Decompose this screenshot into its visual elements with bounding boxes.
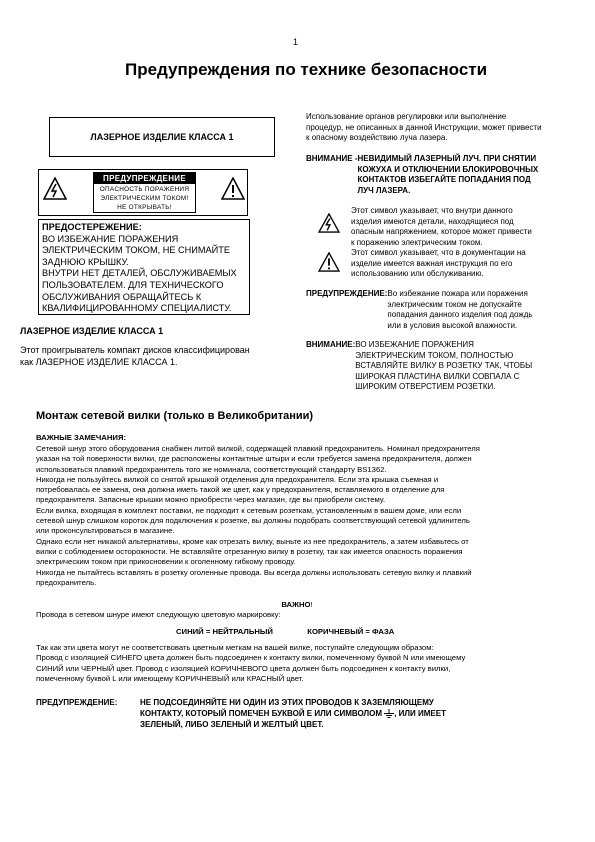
wire-colours bbox=[36, 627, 558, 637]
text-line: предохранитель. bbox=[36, 577, 97, 587]
text-fragment: КОНТАКТУ, КОТОРЫЙ ПОМЕЧЕН БУКВОЙ Е ИЛИ СИМВОЛОМ bbox=[140, 709, 382, 718]
warning-text bbox=[387, 289, 576, 331]
text-line: ШИРОКИМ ОТВЕРСТИЕМ РОЗЕТКИ. bbox=[355, 382, 496, 391]
earth-warning-label: ПРЕДУПРЕЖДЕНИЕ: bbox=[36, 698, 118, 707]
text-line: ВСТАВЛЯЙТЕ ВИЛКУ В РОЗЕТКУ ТАК, ЧТОБЫ bbox=[355, 361, 533, 370]
warning-label: ПРЕДУПРЕЖДЕНИЕ: bbox=[306, 289, 388, 298]
text-line: СИНИЙ или ЧЕРНЫЙ цвет. Провод с изоляцией КОРИЧНЕВОГО цвета должен быть подсоединен к контакту вилки, bbox=[36, 663, 451, 673]
text-line: Если вилка, входящая в комплект поставки, не подходит к сетевым розеткам, установленным в вашем доме, или если bbox=[36, 505, 462, 515]
text-line: КОНТАКТОВ ИЗБЕГАЙТЕ ПОПАДАНИЯ ПОД bbox=[357, 175, 531, 184]
text-line: ВО ИЗБЕЖАНИЕ ПОРАЖЕНИЯ bbox=[355, 340, 474, 349]
exclamation-triangle-icon bbox=[318, 252, 340, 272]
text-line: попадания данного изделия под дождь bbox=[387, 310, 533, 319]
plug-instructions bbox=[36, 444, 558, 684]
laser-class-box bbox=[49, 117, 275, 157]
wire-intro: Провода в сетевом шнуре имеют следующую цветовую маркировку: bbox=[36, 610, 281, 620]
fire-warning bbox=[306, 289, 576, 331]
text-line: ШИРОКАЯ ПЛАСТИНА ВИЛКИ СОВПАЛА С bbox=[355, 371, 520, 381]
text-line bbox=[140, 708, 558, 719]
blue-wire-label: СИНИЙ = НЕЙТРАЛЬНЫЙ bbox=[176, 626, 273, 636]
attention-text bbox=[355, 340, 576, 393]
text-line: электрическим током не допускайте bbox=[387, 299, 522, 309]
text-line: Использование органов регулировки или выполнение bbox=[306, 112, 507, 121]
important-exclamation: ! bbox=[310, 600, 313, 610]
text-line: Никогда не пользуйтесь вилкой со снятой крышкой отделения для предохранителя. Если эта крышка съемная и bbox=[36, 474, 439, 484]
brown-wire-label: КОРИЧНЕВЫЙ = ФАЗА bbox=[307, 626, 395, 636]
attention-laser-beam bbox=[306, 154, 576, 196]
caution-line: ПОЛЬЗОВАТЕЛЕМ. ДЛЯ ТЕХНИЧЕСКОГО bbox=[42, 279, 224, 290]
caution-line: КВАЛИФИЦИРОВАННОМУ СПЕЦИАЛИСТУ. bbox=[42, 303, 232, 314]
text-line: НЕ ПОДСОЕДИНЯЙТЕ НИ ОДИН ИЗ ЭТИХ ПРОВОДОВ К ЗАЗЕМЛЯЮЩЕМУ bbox=[140, 698, 434, 707]
text-line: Сетевой шнур этого оборудования снабжен литой вилкой, содержащей плавкий предохранитель. Номинал предохранителя bbox=[36, 444, 480, 453]
caution-heading: ПРЕДОСТЕРЕЖЕНИЕ: bbox=[42, 222, 142, 232]
text-line: Во избежание пожара или поражения bbox=[387, 289, 528, 298]
lightning-warning-icon bbox=[43, 177, 67, 201]
text-line: к поражению электрическим током. bbox=[351, 237, 483, 247]
exclamation-warning-icon bbox=[221, 177, 245, 201]
attention-label: ВНИМАНИЕ - bbox=[306, 154, 358, 163]
caution-line: ЗАДНЮЮ КРЫШКУ. bbox=[42, 256, 129, 267]
text-line: КОЖУХА И ОТКЛЮЧЕНИИ БЛОКИРОВОЧНЫХ bbox=[357, 164, 539, 174]
controls-intro bbox=[306, 112, 576, 144]
warning-label-line: ОПАСНОСТЬ ПОРАЖЕНИЯ bbox=[99, 186, 190, 193]
text-line: потребовалась ее замена, она должна иметь такой же цвет, как у предохранителя, вставляемого в отделение для bbox=[36, 485, 445, 495]
caution-line: ВО ИЗБЕЖАНИЕ ПОРАЖЕНИЯ bbox=[42, 233, 179, 244]
text-line: процедур, не описанных в данной Инструкции, может привести bbox=[306, 122, 542, 132]
page-title: Предупреждения по технике безопасности bbox=[125, 60, 488, 79]
text-line: Однако если нет никакой альтернативы, кроме как отрезать вилку, выньте из нее предохранитель, а затем избавьтесь от bbox=[36, 536, 469, 546]
text-line: Провод с изоляцией СИНЕГО цвета должен быть подсоединен к контакту вилки, помеченному буквой N или имеющему bbox=[36, 653, 466, 663]
text-line: изделия имеются детали, находящиеся под bbox=[351, 216, 514, 226]
warning-label-box bbox=[38, 169, 248, 216]
laser-class-label: ЛАЗЕРНОЕ ИЗДЕЛИЕ КЛАССА 1 bbox=[90, 132, 234, 142]
text-line: или проконсультироваться в магазине. bbox=[36, 526, 175, 536]
caution-box bbox=[38, 219, 250, 315]
earth-warning bbox=[36, 697, 558, 730]
text-line: ЛУЧ ЛАЗЕРА. bbox=[357, 185, 411, 195]
important-word: ВАЖНО bbox=[281, 600, 311, 610]
earth-warning-text bbox=[140, 697, 558, 730]
text-line: или в условия высокой влажности. bbox=[387, 320, 518, 330]
text-line: вилки с соблюдением осторожности. Не вставляйте отрезанную вилку в розетку, так как имеется опасность поражения bbox=[36, 546, 463, 556]
page-number: 1 bbox=[293, 37, 299, 47]
text-line: опасным напряжением, которое может привести bbox=[351, 227, 532, 236]
text-line: НЕВИДИМЫЙ ЛАЗЕРНЫЙ ЛУЧ. ПРИ СНЯТИИ bbox=[357, 154, 537, 163]
caution-line: ОБСЛУЖИВАНИЯ ОБРАЩАЙТЕСЬ К bbox=[42, 291, 202, 302]
symbol-instruction-text bbox=[351, 248, 566, 280]
text-line: предохранителя. Запасные крышки можно приобрести через магазин, где вы приобрели систему. bbox=[36, 495, 386, 505]
warning-label-line: НЕ ОТКРЫВАТЬ! bbox=[117, 204, 172, 211]
text-fragment: , ИЛИ ИМЕЕТ bbox=[394, 709, 446, 718]
earth-ground-icon bbox=[384, 709, 394, 718]
text-line: изделие имеется важная инструкция по его bbox=[351, 258, 513, 268]
text-line: Этот символ указывает, что в документации на bbox=[351, 248, 526, 257]
text-line: использоваться плавкий предохранитель того же номинала, соответствующий стандарту BS1362. bbox=[36, 464, 387, 474]
text-line: ЭЛЕКТРИЧЕСКИМ ТОКОМ, ПОЛНОСТЬЮ bbox=[355, 350, 514, 360]
symbol-voltage-text bbox=[351, 206, 566, 248]
important-notes-heading: ВАЖНЫЕ ЗАМЕЧАНИЯ: bbox=[36, 433, 127, 442]
laser-class-text bbox=[20, 345, 290, 368]
plug-attention bbox=[306, 340, 576, 393]
caution-line: ВНУТРИ НЕТ ДЕТАЛЕЙ, ОБСЛУЖИВАЕМЫХ bbox=[42, 268, 237, 279]
text-line: Так как эти цвета могут не соответствовать цветным меткам на вашей вилке, поступайте следующим образом: bbox=[36, 643, 434, 653]
text-line: указан на той поверхности вилки, где расположены контактные штыри и если требуется замена предохранителя, должен bbox=[36, 454, 472, 464]
caution-line: ЭЛЕКТРИЧЕСКИМ ТОКОМ, НЕ СНИМАЙТЕ bbox=[42, 245, 231, 256]
text-line: помеченному буквой L или имеющему КОРИЧНЕВЫЙ или КРАСНЫЙ цвет. bbox=[36, 673, 304, 683]
lightning-triangle-icon bbox=[318, 213, 340, 233]
text-line: к опасному воздействию луча лазера. bbox=[306, 133, 448, 142]
attention-text bbox=[358, 154, 577, 196]
text-line: Этот проигрыватель компакт дисков классифицирован bbox=[20, 345, 250, 355]
important-heading bbox=[36, 600, 558, 610]
text-line: ЗЕЛЕНЫЙ, ЛИБО ЗЕЛЕНЫЙ И ЖЕЛТЫЙ ЦВЕТ. bbox=[140, 720, 324, 729]
text-line: Никогда не пытайтесь вставлять в розетку оголенные провода. Вы всегда должны использовать сетевую вилку и плавкий bbox=[36, 567, 472, 577]
plug-section-heading: Монтаж сетевой вилки (только в Великобритании) bbox=[36, 410, 314, 422]
text-line: как ЛАЗЕРНОЕ ИЗДЕЛИЕ КЛАССА 1. bbox=[20, 356, 178, 367]
laser-class-heading: ЛАЗЕРНОЕ ИЗДЕЛИЕ КЛАССА 1 bbox=[20, 326, 164, 336]
warning-label-heading: ПРЕДУПРЕЖДЕНИЕ bbox=[94, 173, 195, 184]
warning-label-inner bbox=[93, 172, 196, 213]
text-line: электрическим током при прикосновении к оголенному гибкому проводу. bbox=[36, 557, 296, 567]
text-line: сетевой шнур слишком короток для подключения к розетке, вы должны подобрать соответствующий сетевой удлинитель bbox=[36, 516, 470, 526]
text-line: использованию или обслуживанию. bbox=[351, 269, 484, 278]
warning-label-line: ЭЛЕКТРИЧЕСКИМ ТОКОМ! bbox=[100, 195, 189, 202]
attention-label: ВНИМАНИЕ: bbox=[306, 340, 356, 349]
text-line: Этот символ указывает, что внутри данного bbox=[351, 206, 513, 215]
